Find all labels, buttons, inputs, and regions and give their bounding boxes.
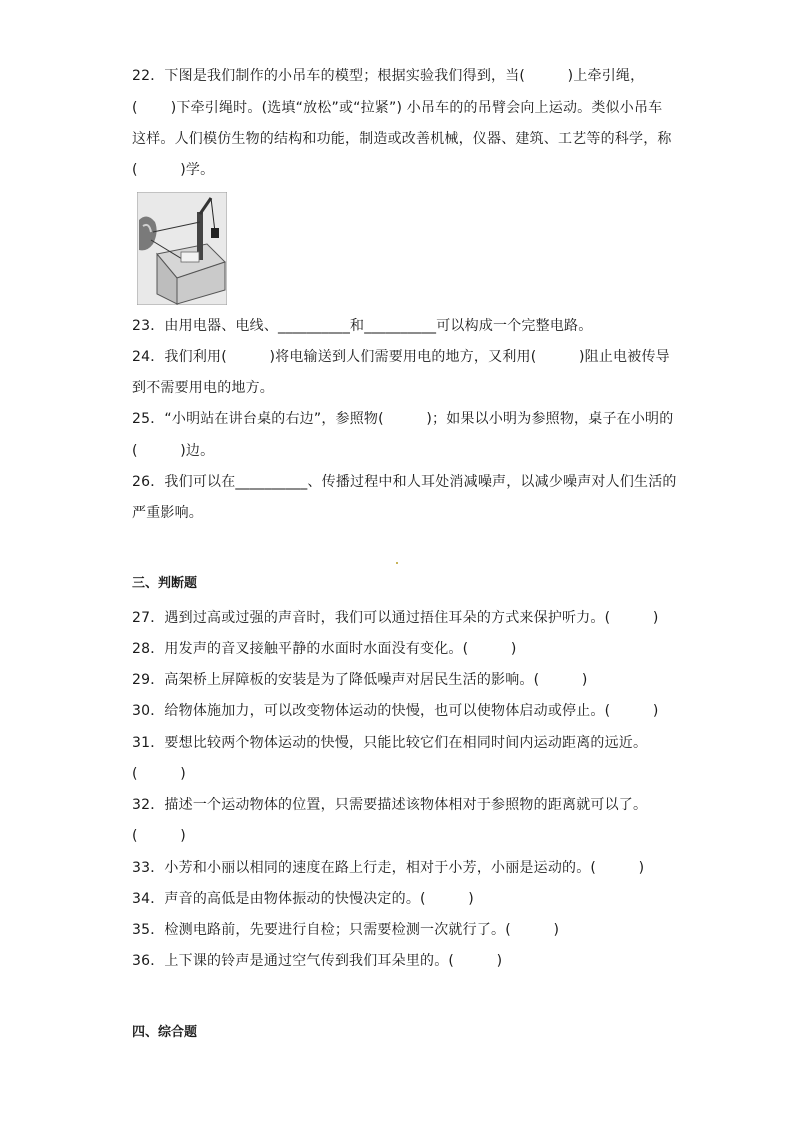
q33-line-1: 33．小芳和小丽以相同的速度在路上行走，相对于小芳，小丽是运动的。( ) (132, 860, 645, 876)
q22-line-2: ( )下牵引绳时。(选填“放松”或“拉紧”) 小吊车的的吊臂会向上运动。类似小吊车 (132, 100, 663, 116)
section-3-heading: 三、判断题 (132, 576, 198, 591)
q34-line-1: 34．声音的高低是由物体振动的快慢决定的。( ) (132, 891, 474, 907)
q27-line-1: 27．遇到过高或过强的声音时，我们可以通过捂住耳朵的方式来保护听力。( ) (132, 610, 659, 626)
q24-line-2: 到不需要用电的地方。 (132, 380, 274, 396)
q26-line-2: 严重影响。 (132, 505, 203, 521)
q23-line-1: 23．由用电器、电线、__________和__________可以构成一个完整电路。 (132, 318, 593, 334)
q31-line-2: ( ) (132, 766, 186, 782)
q22-line-1: 22．下图是我们制作的小吊车的模型；根据实验我们得到，当( )上牵引绳， (132, 68, 645, 84)
q22-line-3: 这样。人们模仿生物的结构和功能，制造或改善机械，仪器、建筑、工艺等的科学，称 (132, 131, 672, 147)
q24-line-1: 24．我们利用( )将电输送到人们需要用电的地方，又利用( )阻止电被传导 (132, 349, 670, 365)
q31-line-1: 31．要想比较两个物体运动的快慢，只能比较它们在相同时间内运动距离的远近。 (132, 735, 648, 751)
q25-line-1: 25．“小明站在讲台桌的右边”，参照物( )；如果以小明为参照物，桌子在小明的 (132, 411, 674, 427)
q30-line-1: 30．给物体施加力，可以改变物体运动的快慢，也可以使物体启动或停止。( ) (132, 703, 659, 719)
q26-line-1: 26．我们可以在__________、传播过程中和人耳处消减噪声，以减少噪声对人们生活的 (132, 474, 677, 490)
q35-line-1: 35．检测电路前，先要进行自检；只需要检测一次就行了。( ) (132, 922, 560, 938)
q22-line-4: ( )学。 (132, 162, 215, 178)
q32-line-2: ( ) (132, 828, 186, 844)
q32-line-1: 32．描述一个运动物体的位置，只需要描述该物体相对于参照物的距离就可以了。 (132, 797, 648, 813)
stray-mark (396, 562, 398, 564)
q25-line-2: ( )边。 (132, 443, 215, 459)
q28-line-1: 28．用发声的音叉接触平静的水面时水面没有变化。( ) (132, 641, 517, 657)
section-4-heading: 四、综合题 (132, 1025, 198, 1040)
crane-model-image (137, 192, 227, 305)
q36-line-1: 36．上下课的铃声是通过空气传到我们耳朵里的。( ) (132, 953, 503, 969)
q29-line-1: 29．高架桥上屏障板的安装是为了降低噪声对居民生活的影响。( ) (132, 672, 588, 688)
